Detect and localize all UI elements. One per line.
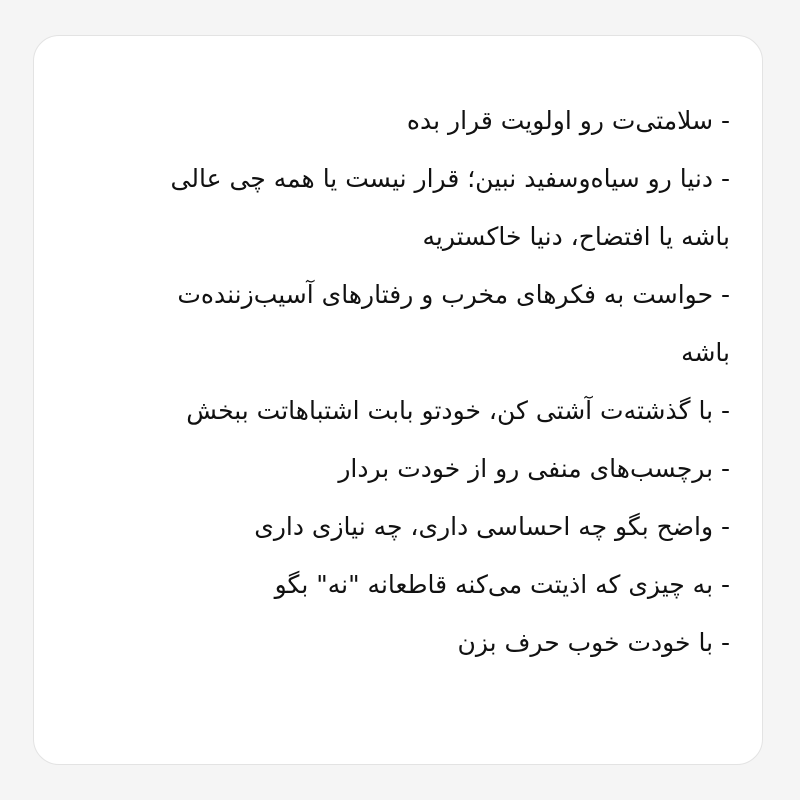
advice-list (62, 92, 730, 672)
list-item-continuation: باشه یا افتضاح، دنیا خاکستریه (422, 222, 730, 251)
list-item: - واضح بگو چه احساسی داری، چه نیازی داری (254, 512, 730, 541)
list-item: - حواست به فکرهای مخرب و رفتارهای آسیب‌زننده‌ت (177, 280, 730, 309)
list-item: - دنیا رو سیاه‌وسفید نبین؛ قرار نیست یا همه چی عالی (170, 164, 730, 193)
list-item: - سلامتی‌ت رو اولویت قرار بده (406, 106, 730, 135)
list-item: - برچسب‌های منفی رو از خودت بردار (338, 454, 730, 483)
list-item-continuation: باشه (681, 338, 730, 367)
list-item: - با خودت خوب حرف بزن (457, 628, 730, 657)
content-card (33, 35, 763, 765)
list-item: - با گذشته‌ت آشتی کن، خودتو بابت اشتباهاتت ببخش (186, 396, 730, 425)
list-item: - به چیزی که اذیتت می‌کنه قاطعانه "نه" بگو (274, 570, 730, 599)
